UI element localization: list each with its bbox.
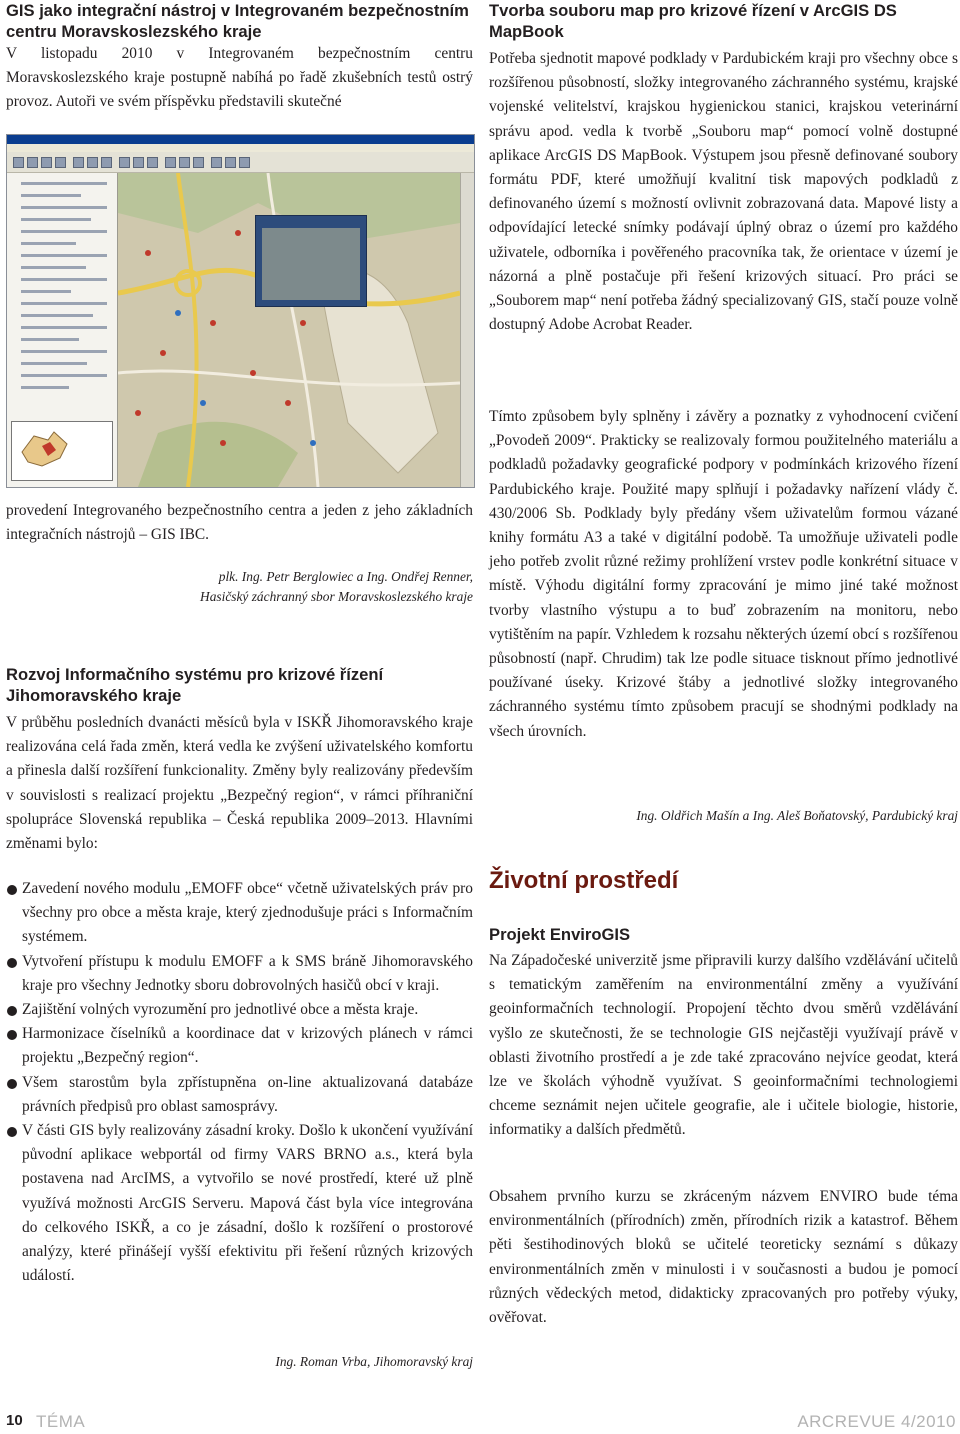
page-number: 10: [6, 1412, 23, 1429]
screenshot-scrollbar: [460, 173, 474, 487]
screenshot-toolbar: [7, 152, 474, 173]
bullet-icon: [7, 885, 17, 895]
article-heading-envirogis: Projekt EnviroGIS: [489, 925, 631, 944]
screenshot-layer-panel: [7, 173, 118, 487]
section-title: Životní prostředí: [489, 867, 679, 894]
list-item: Zavedení nového modulu „EMOFF obce“ včetně uživatelských práv pro všechny pro obce a města kraje, který zjednodušuje práci s Informačním systémem.: [6, 877, 473, 950]
article-mapbook-body-2: Tímto způsobem byly splněny i závěry a poznatky z vyhodnocení cvičení „Povodeň 2009“. Prakticky se realizovaly formou použitelného materiálu a podkladů požadavky geografické podpory v podmínkách krizového řízení Pardubického kraje. Použité mapy splňují i požadavky nařízení vlády č. 430/2006 Sb. Podklady byly předány všem uživatelům formou vázané knihy formátu A3 a také v digitální podobě. Ta umožňuje uživateli podle jeho potřeb zvolit různé režimy prohlížení vrstev podle konkrétní situace v místě. Výhodu digitální formy zpracování je mimo jiné také možnost tvorby vlastního výstupu a to buď zobrazením na monitoru, nebo vytištěním na papír. Vzhledem k rozsahu některých území obcí s rozšířenou působností (např. Chrudim) tak lze podle situace tisknout přímo jednotlivé používané úseky. Krizové štáby a jednotlivé složky integrovaného záchranného systému tímto způsobem pracují se shodnými podklady na všech úrovních.: [489, 408, 958, 740]
footer-section-label: TÉMA: [36, 1412, 86, 1431]
article-iskr-body: V průběhu posledních dvanácti měsíců byla v ISKŘ Jihomoravského kraje realizována celá řada změn, která vedla ke zvýšení uživatelského komfortu a přinesla další rozšíření funkcionality. Změny byly realizovány především v souvislosti s realizací projektu „Bezpečný region“, v rámci příhraniční spolupráce Slovenská republika – Česká republika 2009–2013. Hlavními změnami bylo:: [6, 714, 473, 853]
article-envirogis-body: Na Západočeské univerzitě jsme připravili kurzy dalšího vzdělávání učitelů s tematickým zaměřením na environmentální změny a využívání geoinformačních technologií. Propojení těchto dvou směrů vzdělávání vyšlo ze skutečnosti, že se technologie GIS nejčastěji využívají právě v oblasti životního prostředí a je zde také zpracováno nejvíce geodat, která lze ve školách výhodně využívat. S geoinformačními technologiemi chceme seznámit nejen učitele geografie, ale i učitele biologie, historie, informatiky a dalších předmětů.: [489, 952, 958, 1139]
author-signature-1-org: Hasičský záchranný sbor Moravskoslezského kraje: [200, 589, 473, 604]
bullet-icon: [7, 1006, 17, 1016]
screenshot-menu-bar: [7, 144, 474, 152]
list-item: Zajištění volných vyrozumění pro jednotlivé obce a města kraje.: [6, 998, 473, 1022]
bullet-icon: [7, 958, 17, 968]
list-item: Vytvoření přístupu k modulu EMOFF a k SMS bráně Jihomoravského kraje pro všechny Jednotky sboru dobrovolných hasičů obcí v kraji.: [6, 950, 473, 998]
list-item: Harmonizace číselníků a koordinace dat v krizových plánech v rámci projektu „Bezpečný region“.: [6, 1022, 473, 1070]
footer-magazine-label: ARCREVUE 4/2010: [797, 1412, 956, 1431]
article-continuation: provedení Integrovaného bezpečnostního centra a jeden z jeho základních integračních nástrojů – GIS IBC.: [6, 502, 473, 544]
article-heading-mapbook: Tvorba souboru map pro krizové řízení v ArcGIS DS MapBook: [489, 1, 897, 41]
article-mapbook-body: Potřeba sjednotit mapové podklady v Pardubickém kraji pro všechny obce s rozšířenou působností, složky integrovaného záchranného systému, krajské vojenské velitelství, krajskou hygienickou stanici, krajskou veterinární správu apod. vedla k tvorbě „Souboru map“ pomocí volně dostupné aplikace ArcGIS DS MapBook. Výstupem jsou přesně definované soubory formátu PDF, které umožňují kvalitní tisk mapových podkladů z definovaného území s možností ovlivnit zobrazovaná data. Mapové listy a odpovídající letecké snímky podávají úplný obraz o území pro každého uživatele, odborníka i pověřeného pracovníka tak, že orientace v území je názorná a plně postačuje při řešení krizových situací. Pro práci se „Souborem map“ není potřeba žádný specializovaný GIS, stačí pouze volně dostupný Adobe Acrobat Reader.: [489, 50, 958, 334]
changes-list: [6, 877, 473, 1288]
author-signature-2: Ing. Roman Vrba, Jihomoravský kraj: [275, 1354, 473, 1369]
screenshot-overview-map: [11, 421, 113, 481]
gis-ibc-screenshot: [6, 134, 475, 488]
article-envirogis-body-2: Obsahem prvního kurzu se zkráceným názvem ENVIRO bude téma environmentálních (přírodních) změn, přírodních rizik a katastrof. Během pěti šestihodinových bloků se učitelé teoreticky seznámí s důkazy environmentálních změn v minulosti i v současnosti a budou je pomocí různých vědeckých metod, didakticky zpracovaných pro potřeby výuky, ověřovat.: [489, 1188, 958, 1327]
screenshot-title-bar: [7, 135, 474, 144]
screenshot-camera-popup: [255, 215, 367, 307]
article-heading-iskr: Rozvoj Informačního systému pro krizové řízení Jihomoravského kraje: [6, 665, 384, 705]
article-heading-gis-ibc: GIS jako integrační nástroj v Integrovaném bezpečnostním centru Moravskoslezského kraje: [6, 1, 469, 41]
list-item: V části GIS byly realizovány zásadní kroky. Došlo k ukončení využívání původní aplikace webportál od firmy VARS BRNO a.s., která byla postavena nad ArcIMS, a vytvořilo se nové prostředí, které už plně využívá možnosti ArcGIS Serveru. Mapová část byla více integrována do celkového ISKŘ, a co je zásadní, došlo k rozšíření o prostorové analýzy, které přinášejí vyšší efektivitu při řešení různých krizových událostí.: [6, 1119, 473, 1288]
author-signature-3: Ing. Oldřich Mašín a Ing. Aleš Boňatovský, Pardubický kraj: [636, 808, 958, 823]
bullet-icon: [7, 1079, 17, 1089]
article-intro: V listopadu 2010 v Integrovaném bezpečnostním centru Moravskoslezského kraje postupně nabíhá po řadě zkušebních testů ostrý provoz. Autoři ve svém příspěvku představili skutečné: [6, 45, 473, 111]
bullet-icon: [7, 1127, 17, 1137]
list-item: Všem starostům byla zpřístupněna on-line aktualizovaná databáze právních předpisů pro oblast samosprávy.: [6, 1071, 473, 1119]
bullet-icon: [7, 1030, 17, 1040]
author-signature-1: plk. Ing. Petr Berglowiec a Ing. Ondřej Renner,: [218, 569, 473, 584]
